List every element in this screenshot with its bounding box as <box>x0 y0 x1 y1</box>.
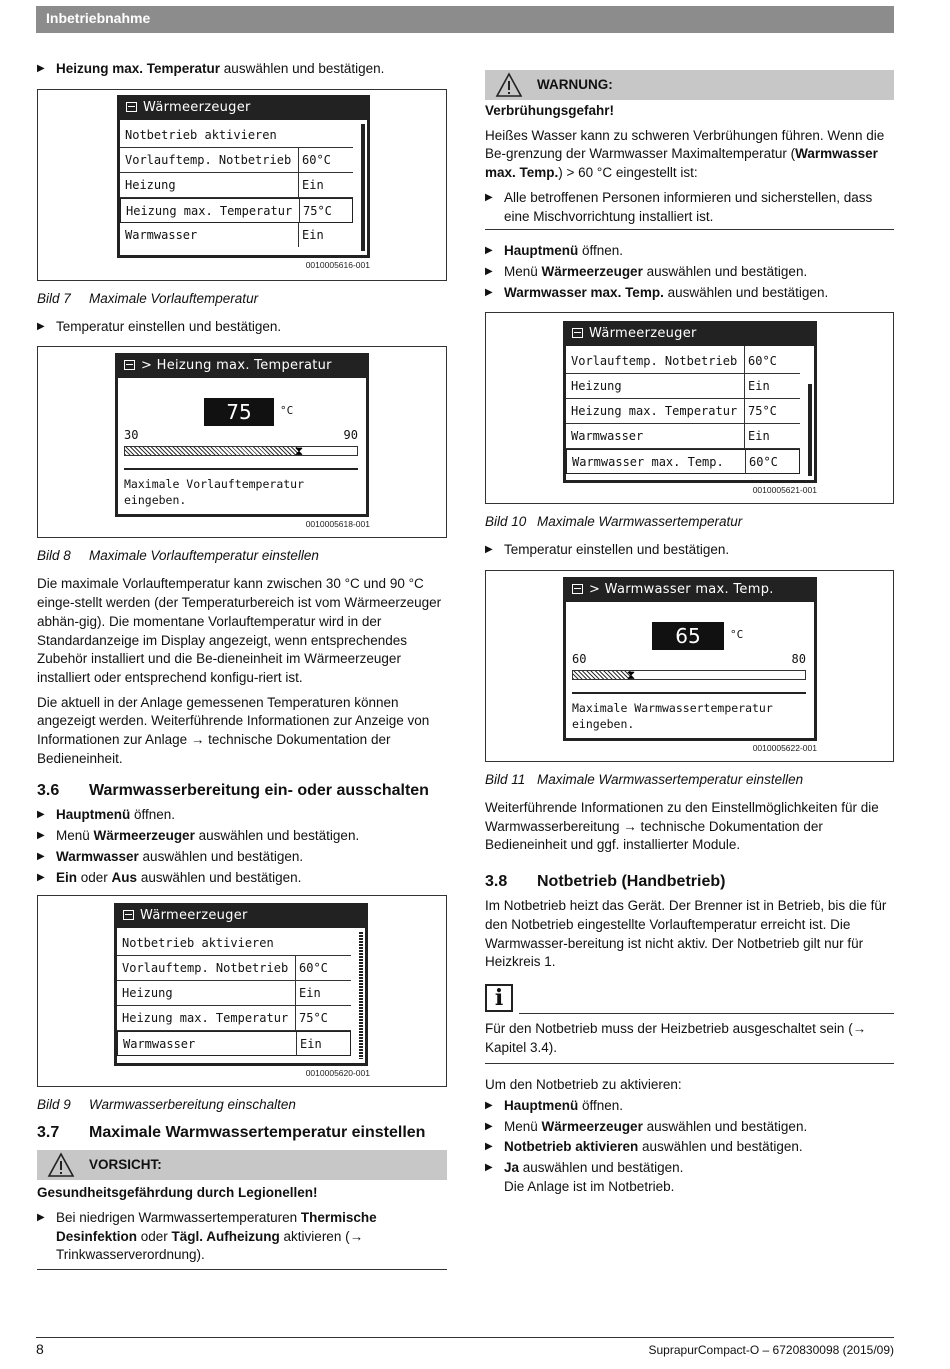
menu-row: Heizung max. Temperatur 75°C <box>566 399 800 424</box>
figure-caption: Bild 11 Maximale Warmwassertemperatur einstellen <box>485 772 804 788</box>
step-item: ▶ Hauptmenü öffnen. <box>37 806 447 825</box>
menu-row-selected: Warmwasser max. Temp. 60°C <box>566 449 800 474</box>
scrollbar <box>808 384 812 476</box>
section-title: Inbetriebnahme <box>46 10 151 26</box>
footer-divider <box>36 1337 894 1338</box>
body-paragraph: Die aktuell in der Anlage gemessenen Temperaturen können angezeigt werden. Weiterführende Informationen zur Anzeige von Informationen zur Anlage → technische Dokumentation der Bedieneinheit. <box>37 694 430 766</box>
step-item: ▶ Ein oder Aus auswählen und bestätigen. <box>37 869 447 888</box>
display-screen <box>563 321 817 483</box>
document-id: SuprapurCompact-O – 6720830098 (2015/09) <box>648 1343 894 1357</box>
step-item: ▶ Hauptmenü öffnen. <box>485 242 894 261</box>
slider-knob: ⧗ <box>626 668 636 683</box>
step-item: ▶ Warmwasser auswählen und bestätigen. <box>37 848 447 867</box>
figure-caption: Bild 9 Warmwasserbereitung einschalten <box>37 1097 296 1113</box>
body-paragraph: Weiterführende Informationen zu den Einstellmöglichkeiten für die Warmwasserbereitung → technische Dokumentation der Bedieneinheit und ggf. installierter Module. <box>485 800 879 853</box>
range-max: 80 <box>791 652 806 667</box>
step-item: ▶ Bei niedrigen Warmwassertemperaturen Thermische Desinfektion oder Tägl. Aufheizung aktivieren (→ Trinkwasserverordnung). <box>37 1209 447 1265</box>
menu-row: Vorlauftemp. Notbetrieb 60°C <box>117 956 351 981</box>
body-paragraph: Die maximale Vorlauftemperatur kann zwischen 30 °C und 90 °C einge-stellt werden (der Temperaturbereich ist vom Wärmeerzeuger abhän-gig). Die momentane Vorlauftemperatur wird in der Standardanzeige im Display angezeigt, wenn entsprechendes Zubehör installiert und die Be-dieneinheit im Wärmeerzeuger installiert oder entsprechend konfigu-riert ist. <box>37 576 442 685</box>
menu-row: Warmwasser Ein <box>566 424 800 449</box>
figure-id: 0010005616-001 <box>305 259 370 270</box>
display-title: Wärmeerzeuger <box>117 906 365 928</box>
step-item: ▶ Warmwasser max. Temp. auswählen und bestätigen. <box>485 284 894 303</box>
figure-display-menu <box>485 312 894 504</box>
slider-fill <box>573 671 631 679</box>
menu-row: Vorlauftemp. Notbetrieb 60°C <box>566 346 800 374</box>
setpoint-unit: °C <box>280 404 294 418</box>
figure-caption: Bild 8 Maximale Vorlauftemperatur einstellen <box>37 548 319 564</box>
slider-fill <box>125 447 299 455</box>
body-paragraph: Heißes Wasser kann zu schweren Verbrühungen führen. Wenn die Be-grenzung der Warmwasser Maximaltemperatur (Warmwasser max. Temp.) > 60 °C eingestellt ist: <box>485 127 885 181</box>
step-result: Die Anlage ist im Notbetrieb. <box>504 1178 675 1194</box>
info-icon: i <box>485 984 513 1012</box>
body-paragraph: Um den Notbetrieb zu aktivieren: <box>485 1077 682 1093</box>
figure-display-setpoint <box>485 570 894 762</box>
step-item: ▶ Ja auswählen und bestätigen. <box>485 1159 894 1178</box>
slider-knob: ⧗ <box>294 444 304 459</box>
figure-id: 0010005621-001 <box>752 485 817 496</box>
figure-id: 0010005618-001 <box>305 519 370 530</box>
step-item: ▶ Heizung max. Temperatur auswählen und bestätigen. <box>37 60 447 79</box>
step-item: ▶ Hauptmenü öffnen. <box>485 1097 894 1116</box>
section-header-bar <box>36 6 894 33</box>
display-screen <box>117 95 370 258</box>
page-number: 8 <box>36 1341 44 1357</box>
right-column <box>485 70 894 1197</box>
figure-id: 0010005620-001 <box>305 1068 370 1079</box>
setpoint-slider <box>572 668 806 683</box>
menu-row: Heizung Ein <box>566 374 800 399</box>
menu-row: Heizung Ein <box>117 981 351 1006</box>
figure-caption: Bild 10 Maximale Warmwassertemperatur <box>485 514 743 530</box>
section-heading: 3.7 Maximale Warmwassertemperatur einstellen <box>37 1124 426 1142</box>
display-title: Wärmeerzeuger <box>120 98 367 120</box>
warning-banner: WARNUNG: <box>485 70 894 100</box>
divider <box>485 1063 894 1064</box>
range-min: 60 <box>572 652 587 667</box>
divider <box>519 1013 894 1014</box>
setpoint-value: 75 <box>204 398 274 426</box>
warning-triangle-icon <box>47 1152 75 1178</box>
section-heading: 3.8 Notbetrieb (Handbetrieb) <box>485 873 726 891</box>
setpoint-unit: °C <box>730 628 744 642</box>
menu-row: Warmwasser Ein <box>120 223 353 248</box>
caution-banner: VORSICHT: <box>37 1150 447 1180</box>
caution-heading: Gesundheitsgefährdung durch Legionellen! <box>37 1185 318 1201</box>
menu-icon <box>572 328 583 338</box>
display-screen <box>115 353 369 517</box>
display-screen <box>563 577 817 741</box>
range-min: 30 <box>124 428 139 443</box>
figure-display-menu <box>37 895 447 1087</box>
body-paragraph: Im Notbetrieb heizt das Gerät. Der Brenner ist in Betrieb, bis die für den Notbetrieb eingestellte Vorlauftemperatur erreicht ist. Die Warmwasser-bereitung ist nicht aktiv. Der Notbetrieb gilt nur für Heizkreis 1. <box>485 898 887 970</box>
setpoint-slider <box>124 444 358 459</box>
step-item: ▶ Notbetrieb aktivieren auswählen und bestätigen. <box>485 1138 894 1157</box>
menu-row: Notbetrieb aktivieren <box>120 120 353 148</box>
menu-icon <box>123 910 134 920</box>
figure-display-setpoint <box>37 346 447 538</box>
warning-triangle-icon <box>495 72 523 98</box>
section-heading: 3.6 Warmwasserbereitung ein- oder ausschalten <box>37 782 429 800</box>
range-max: 90 <box>343 428 358 443</box>
display-hint: Maximale Vorlauftemperatur eingeben. <box>124 468 358 508</box>
menu-row-selected: Warmwasser Ein <box>117 1031 351 1056</box>
menu-row-selected: Heizung max. Temperatur 75°C <box>120 198 353 223</box>
step-item: ▶ Temperatur einstellen und bestätigen. <box>485 541 894 560</box>
display-title: Wärmeerzeuger <box>566 324 814 346</box>
step-item: ▶ Menü Wärmeerzeuger auswählen und bestätigen. <box>485 263 894 282</box>
divider <box>37 1269 447 1270</box>
step-item: ▶ Temperatur einstellen und bestätigen. <box>37 318 447 337</box>
scrollbar <box>361 124 365 251</box>
info-notice <box>485 984 894 1014</box>
step-item: ▶ Menü Wärmeerzeuger auswählen und bestätigen. <box>485 1118 894 1137</box>
menu-row: Notbetrieb aktivieren <box>117 928 351 956</box>
left-column <box>37 60 447 1280</box>
display-screen <box>114 903 368 1066</box>
figure-display-menu <box>37 89 447 281</box>
warning-heading: Verbrühungsgefahr! <box>485 103 615 118</box>
figure-caption: Bild 7 Maximale Vorlauftemperatur <box>37 290 259 306</box>
menu-row: Heizung Ein <box>120 173 353 198</box>
display-hint: Maximale Warmwassertemperatur eingeben. <box>572 692 806 732</box>
scrollbar <box>359 932 363 1059</box>
menu-icon <box>124 360 135 370</box>
step-item: ▶ Alle betroffenen Personen informieren und sicherstellen, dass eine Mischvorrichtung installiert ist. <box>485 189 894 226</box>
display-title: > Heizung max. Temperatur <box>118 356 366 378</box>
display-title: > Warmwasser max. Temp. <box>566 580 814 602</box>
info-text: Für den Notbetrieb muss der Heizbetrieb ausgeschaltet sein (→ Kapitel 3.4). <box>485 1020 867 1055</box>
step-item: ▶ Menü Wärmeerzeuger auswählen und bestätigen. <box>37 827 447 846</box>
menu-icon <box>126 102 137 112</box>
divider <box>485 229 894 230</box>
menu-row: Vorlauftemp. Notbetrieb 60°C <box>120 148 353 173</box>
setpoint-value: 65 <box>652 622 724 650</box>
menu-row: Heizung max. Temperatur 75°C <box>117 1006 351 1031</box>
menu-icon <box>572 584 583 594</box>
figure-id: 0010005622-001 <box>752 743 817 754</box>
